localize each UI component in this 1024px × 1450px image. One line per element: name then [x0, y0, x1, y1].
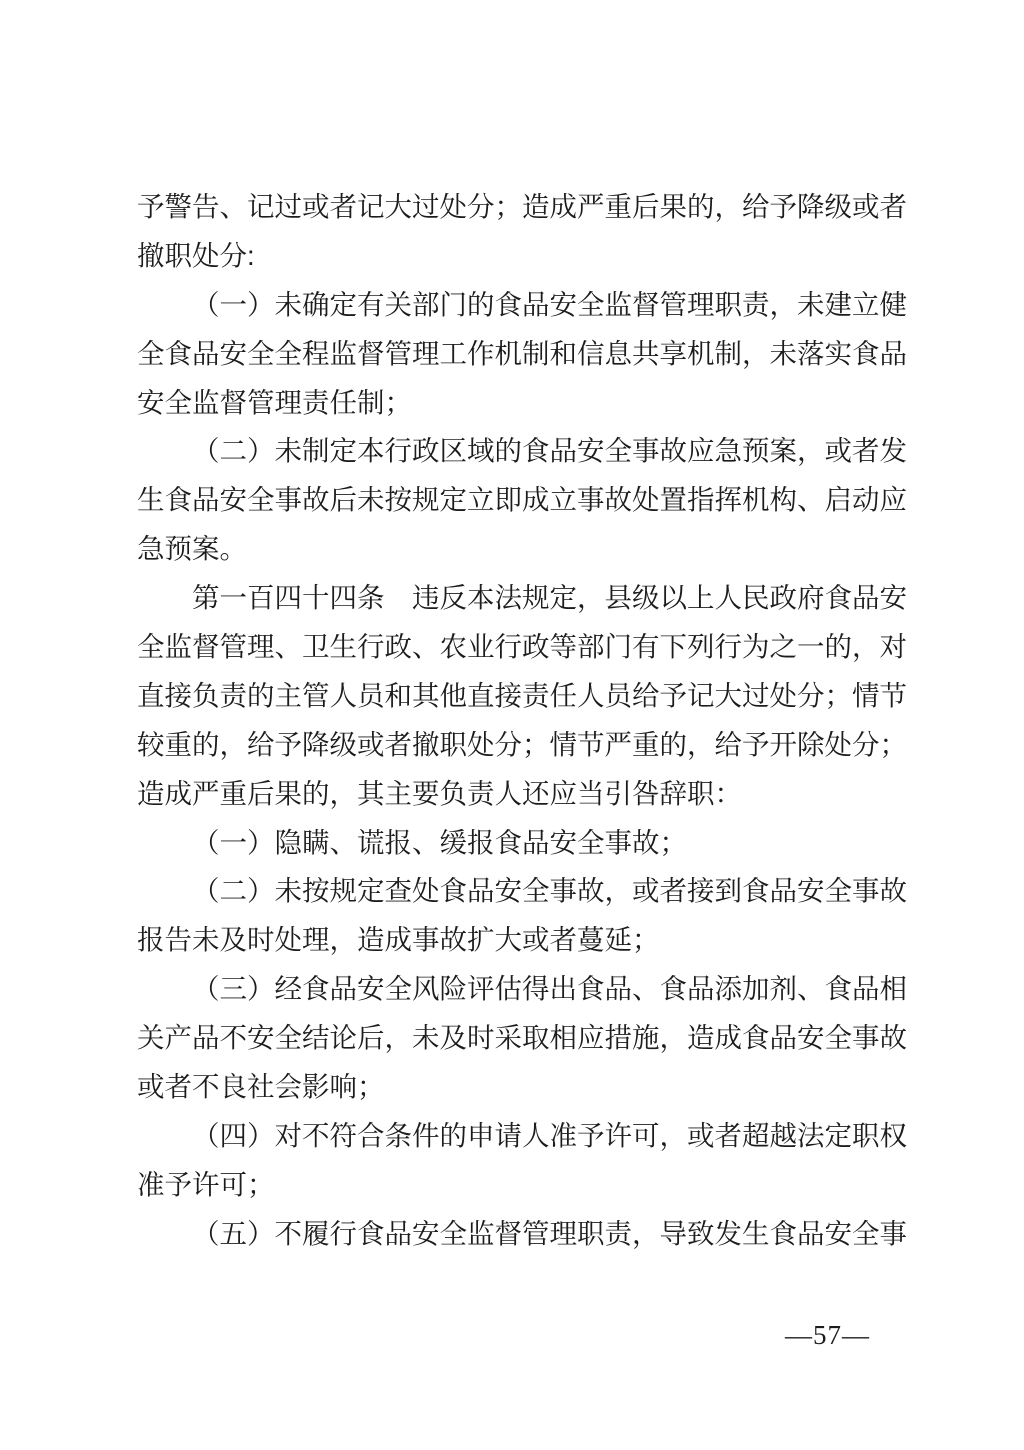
- text-line: 予警告、记过或者记大过处分；造成严重后果的，给予降级或者: [137, 191, 907, 222]
- text-line: 较重的，给予降级或者撤职处分；情节严重的，给予开除处分；: [137, 728, 907, 760]
- text-line: （二）未按规定查处食品安全事故，或者接到食品安全事故: [192, 875, 907, 907]
- text-line: 全监督管理、卫生行政、农业行政等部门有下列行为之一的，对: [137, 631, 907, 663]
- text-line: 或者不良社会影响；: [137, 1071, 385, 1103]
- text-line: 直接负责的主管人员和其他直接责任人员给予记大过处分；情节: [137, 679, 907, 711]
- text-line: 急预案。: [137, 533, 247, 565]
- text-line: （二）未制定本行政区域的食品安全事故应急预案，或者发: [192, 435, 907, 467]
- text-line: （一）隐瞒、谎报、缓报食品安全事故；: [192, 826, 687, 858]
- body-text: [137, 183, 907, 1259]
- text-line: 生食品安全事故后未按规定立即成立事故处置指挥机构、启动应: [137, 484, 907, 516]
- text-line: （一）未确定有关部门的食品安全监督管理职责，未建立健: [192, 288, 907, 320]
- page-number: —57—: [785, 1320, 870, 1350]
- text-line: 准予许可；: [137, 1168, 275, 1200]
- text-line: （四）对不符合条件的申请人准予许可，或者超越法定职权: [192, 1119, 907, 1151]
- text-line: （三）经食品安全风险评估得出食品、食品添加剂、食品相: [192, 973, 907, 1005]
- text-line: 关产品不安全结论后，未及时采取相应措施，造成食品安全事故: [137, 1022, 907, 1054]
- text-line: （五）不履行食品安全监督管理职责，导致发生食品安全事: [192, 1217, 907, 1249]
- text-line: 第一百四十四条 违反本法规定，县级以上人民政府食品安: [192, 582, 907, 614]
- text-line: 撤职处分:: [137, 239, 255, 271]
- text-line: 全食品安全全程监督管理工作机制和信息共享机制，未落实食品: [137, 337, 907, 369]
- text-line: 报告未及时处理，造成事故扩大或者蔓延；: [137, 924, 660, 956]
- text-line: 安全监督管理责任制；: [137, 386, 412, 418]
- text-line: 造成严重后果的，其主要负责人还应当引咎辞职：: [137, 777, 742, 809]
